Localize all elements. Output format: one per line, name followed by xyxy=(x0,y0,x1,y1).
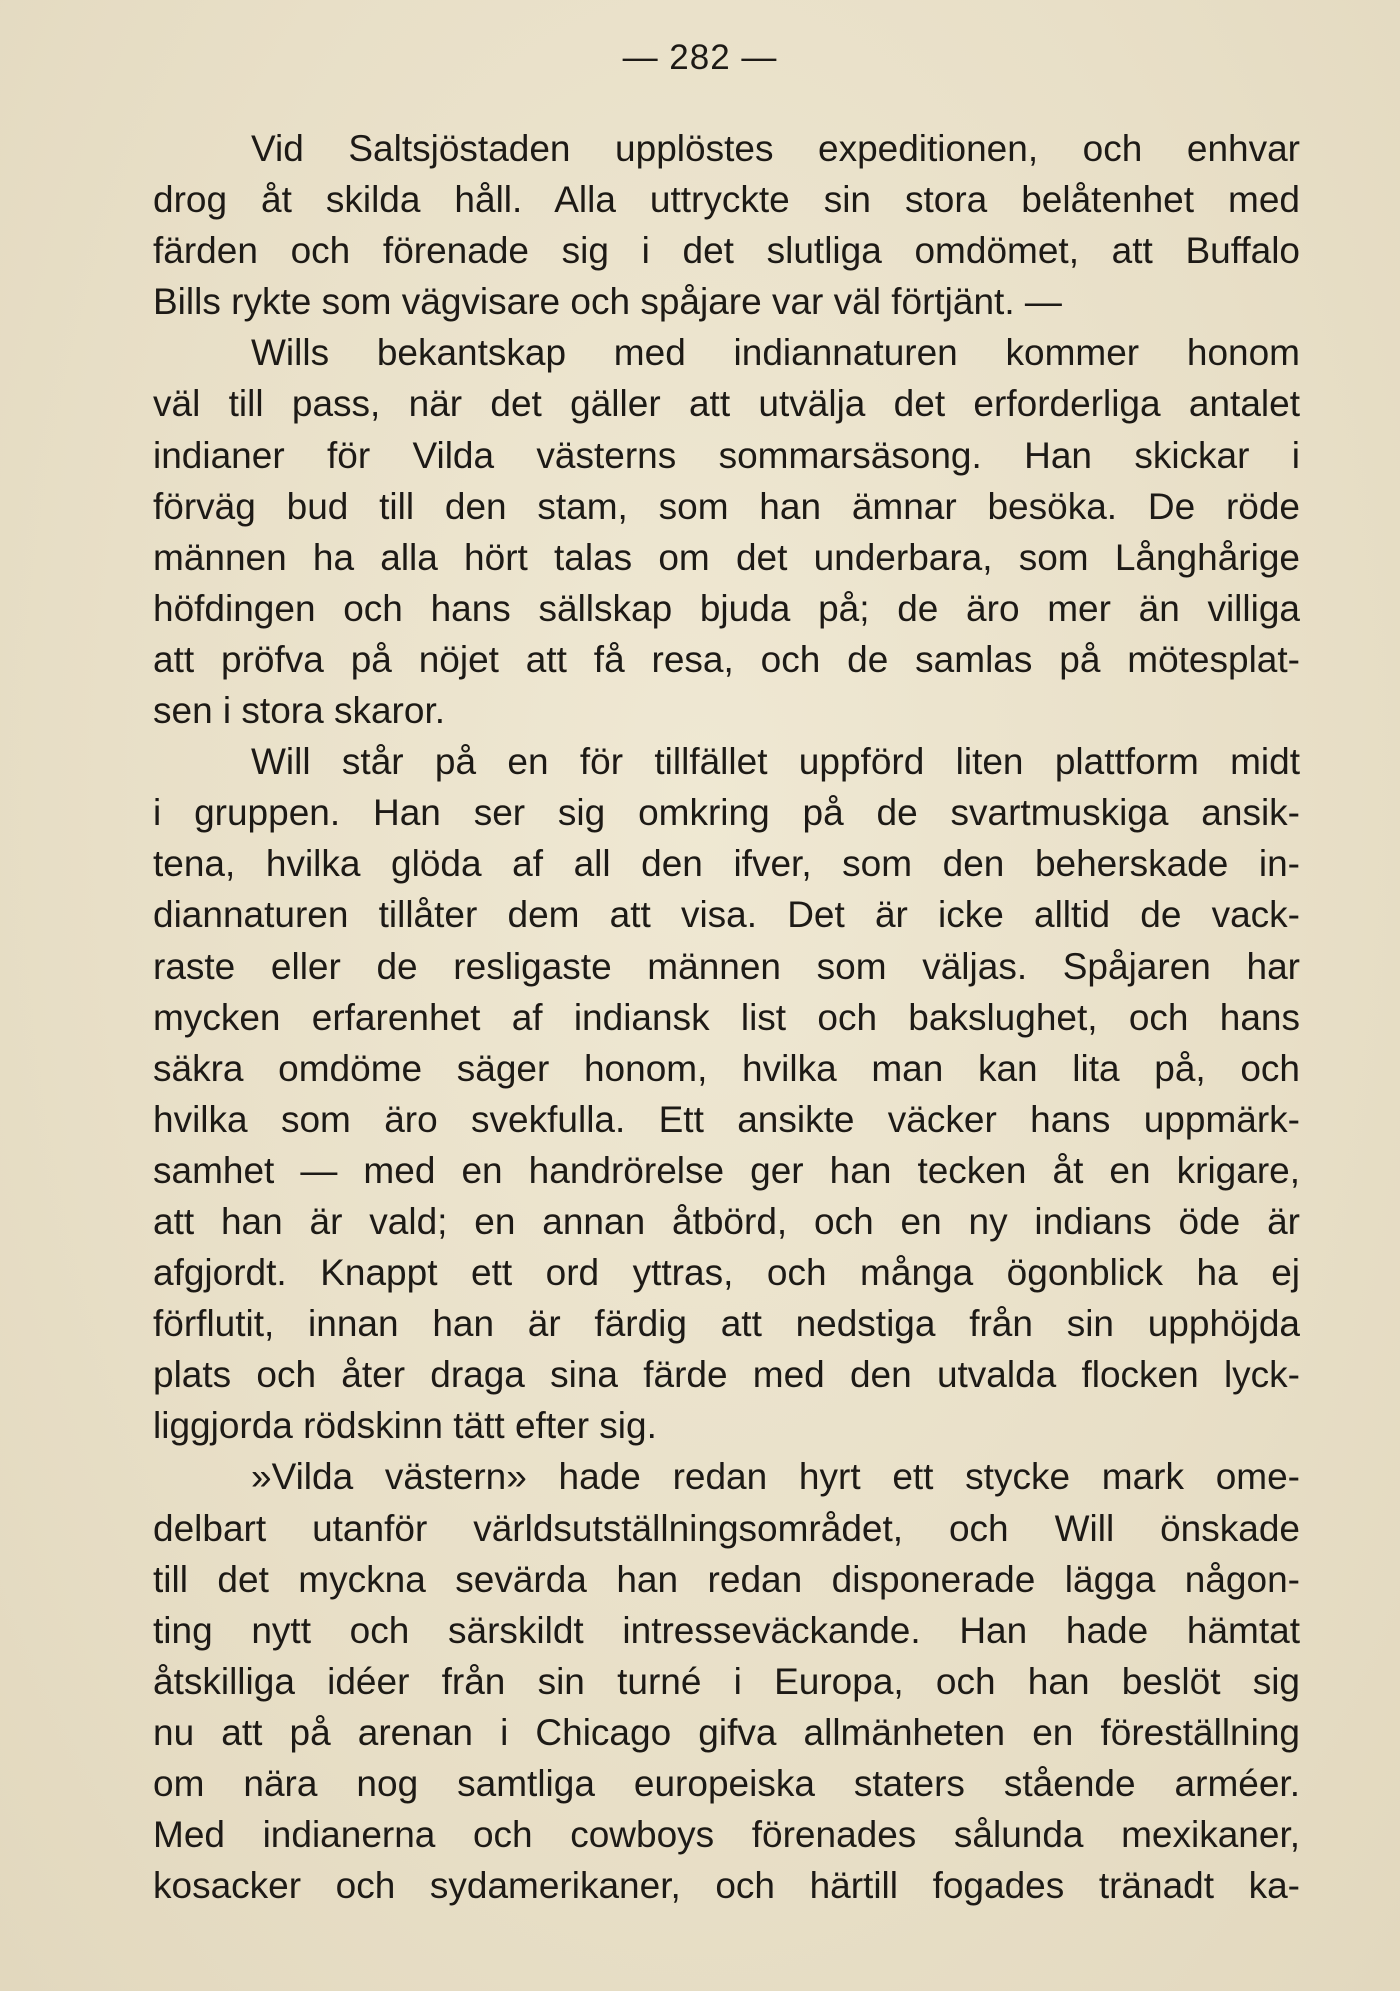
text-line: färden och förenade sig i det slutliga omdömet, att Buffalo xyxy=(153,230,1300,272)
text-line: diannaturen tillåter dem att visa. Det är icke alltid de vack- xyxy=(153,894,1300,936)
page-number: — 282 — xyxy=(622,38,778,77)
text-line: förväg bud till den stam, som han ämnar besöka. De röde xyxy=(153,485,1300,527)
text-line: till det myckna sevärda han redan disponerade lägga någon- xyxy=(153,1558,1300,1600)
text-line: höfdingen och hans sällskap bjuda på; de äro mer än villiga xyxy=(153,587,1300,629)
text-line: i gruppen. Han ser sig omkring på de svartmuskiga ansik- xyxy=(153,792,1300,834)
text-line: Med indianerna och cowboys förenades sålunda mexikaner, xyxy=(153,1814,1300,1856)
text-line: delbart utanför världsutställningsområdet, och Will önskade xyxy=(153,1507,1300,1549)
text-line: liggjorda rödskinn tätt efter sig. xyxy=(153,1405,657,1447)
text-line: sen i stora skaror. xyxy=(153,690,446,732)
text-line: raste eller de resligaste männen som väljas. Spåjaren har xyxy=(153,945,1300,987)
text-line: åtskilliga idéer från sin turné i Europa, och han beslöt sig xyxy=(153,1660,1300,1702)
text-line: att han är vald; en annan åtbörd, och en ny indians öde är xyxy=(153,1200,1300,1242)
text-line: tena, hvilka glöda af all den ifver, som den beherskade in- xyxy=(153,843,1300,885)
text-line: Vid Saltsjöstaden upplöstes expeditionen, och enhvar xyxy=(251,128,1300,169)
text-line: ting nytt och särskildt intresseväckande. Han hade hämtat xyxy=(153,1609,1300,1651)
text-line: nu att på arenan i Chicago gifva allmänheten en föreställning xyxy=(153,1711,1300,1753)
text-line: »Vilda västern» hade redan hyrt ett stycke mark ome- xyxy=(251,1456,1300,1498)
text-line: afgjordt. Knappt ett ord yttras, och många ögonblick ha ej xyxy=(153,1252,1300,1294)
text-line: Will står på en för tillfället uppförd liten plattform midt xyxy=(251,741,1300,783)
text-line: Wills bekantskap med indiannaturen kommer honom xyxy=(251,332,1300,374)
text-line: att pröfva på nöjet att få resa, och de samlas på mötesplat- xyxy=(153,638,1300,680)
text-line: Bills rykte som vägvisare och spåjare var väl förtjänt. — xyxy=(153,281,1062,323)
text-line: kosacker och sydamerikaner, och härtill fogades tränadt ka- xyxy=(153,1865,1300,1907)
text-line: indianer för Vilda västerns sommarsäsong. Han skickar i xyxy=(153,434,1300,476)
text-line: mycken erfarenhet af indiansk list och bakslughet, och hans xyxy=(153,996,1300,1038)
text-line: hvilka som äro svekfulla. Ett ansikte väcker hans uppmärk- xyxy=(153,1098,1300,1140)
text-line: drog åt skilda håll. Alla uttryckte sin stora belåtenhet med xyxy=(153,179,1300,221)
text-line: förflutit, innan han är färdig att nedstiga från sin upphöjda xyxy=(153,1303,1300,1345)
body-text xyxy=(153,123,1300,1911)
text-line: männen ha alla hört talas om det underbara, som Långhårige xyxy=(153,536,1300,578)
text-line: samhet — med en handrörelse ger han tecken åt en krigare, xyxy=(153,1149,1300,1191)
text-line: plats och åter draga sina färde med den utvalda flocken lyck- xyxy=(153,1354,1300,1396)
text-line: om nära nog samtliga europeiska staters stående arméer. xyxy=(153,1763,1300,1804)
text-line: säkra omdöme säger honom, hvilka man kan lita på, och xyxy=(153,1047,1300,1089)
text-line: väl till pass, när det gäller att utvälja det erforderliga antalet xyxy=(153,383,1300,425)
